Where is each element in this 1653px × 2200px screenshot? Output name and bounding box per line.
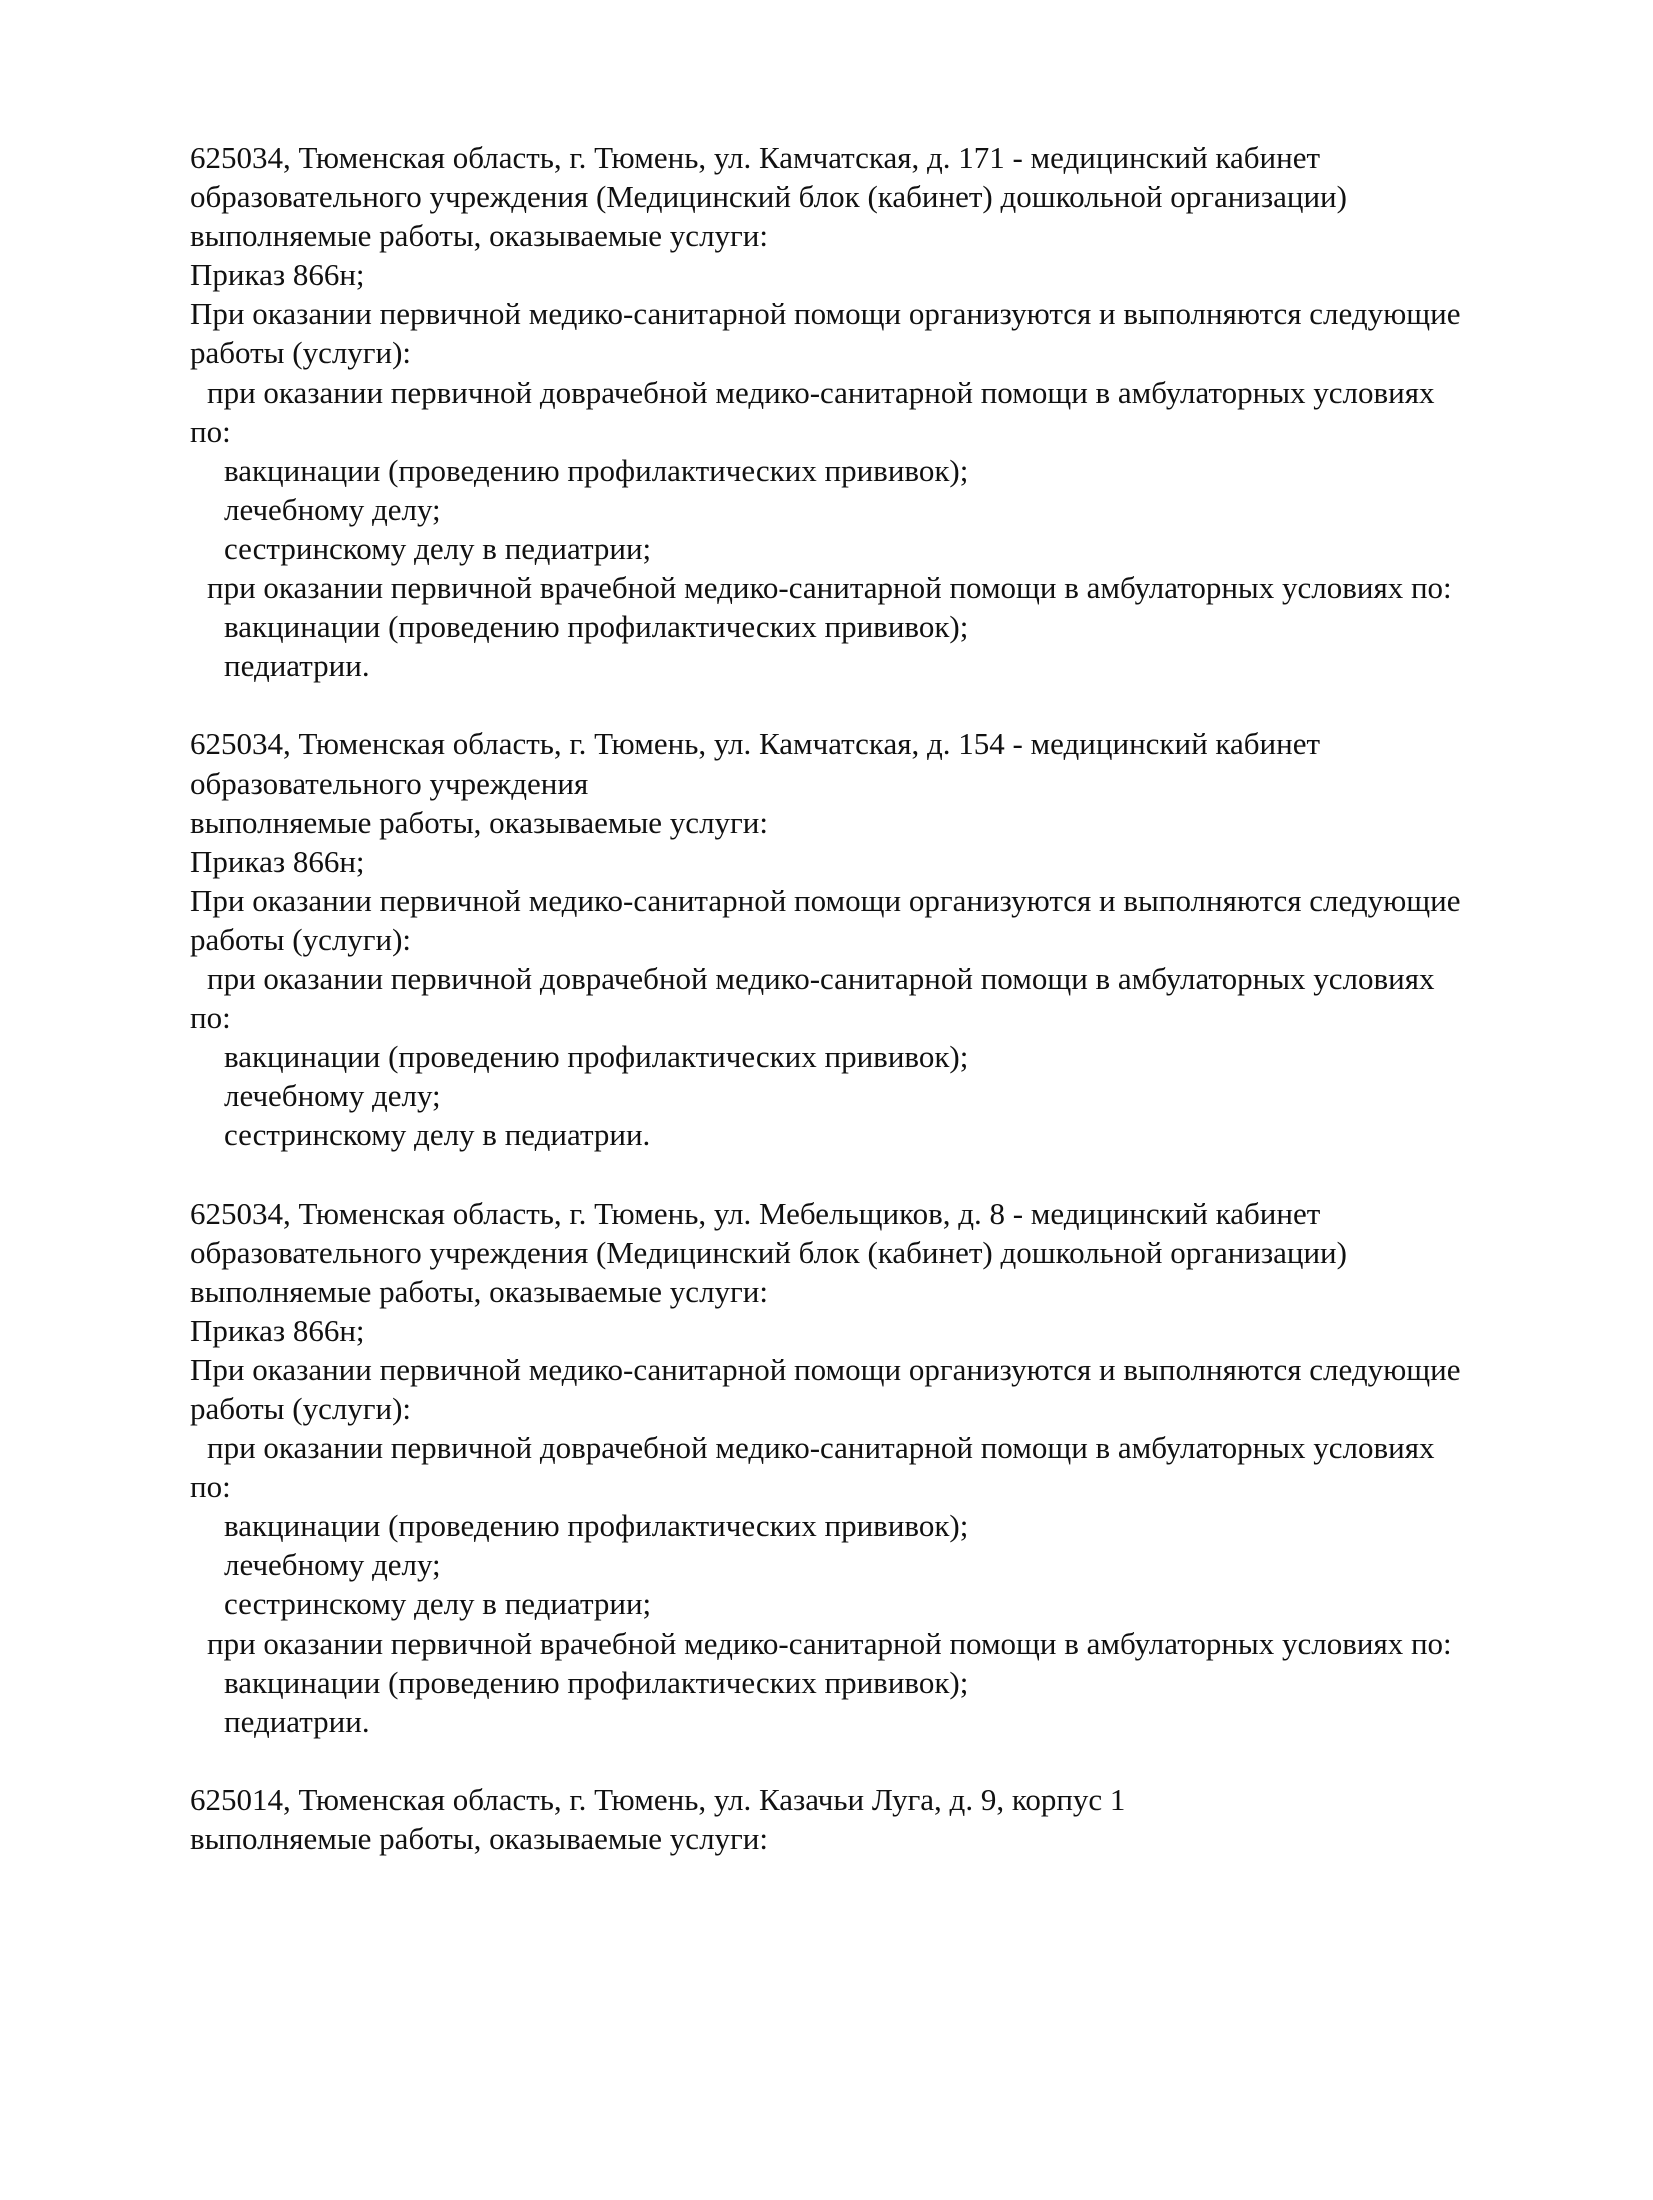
service-item: вакцинации (проведению профилактических прививок);	[224, 1508, 969, 1544]
service-item: сестринскому делу в педиатрии;	[224, 530, 652, 566]
service-item: вакцинации (проведению профилактических прививок);	[224, 1664, 969, 1700]
order-reference: Приказ 866н;	[190, 257, 365, 293]
intro-line: работы (услуги):	[190, 335, 412, 371]
prehospital-heading: при оказании первичной доврачебной медико-санитарной помощи в амбулаторных условиях	[207, 374, 1435, 410]
facility-block-1	[190, 138, 1610, 685]
document-page	[190, 138, 1610, 1858]
facility-block-4	[190, 1780, 1610, 1858]
service-item: лечебному делу;	[224, 491, 441, 527]
service-item: вакцинации (проведению профилактических прививок);	[224, 1039, 969, 1075]
service-item: вакцинации (проведению профилактических прививок);	[224, 609, 969, 645]
service-item: педиатрии.	[224, 648, 370, 684]
prehospital-heading-cont: по:	[190, 1000, 231, 1036]
address-line: 625034, Тюменская область, г. Тюмень, ул. Мебельщиков, д. 8 - медицинский кабинет	[190, 1195, 1321, 1231]
block-spacer	[190, 685, 1610, 724]
services-heading: выполняемые работы, оказываемые услуги:	[190, 218, 768, 254]
service-item: лечебному делу;	[224, 1078, 441, 1114]
address-line: 625034, Тюменская область, г. Тюмень, ул. Камчатская, д. 171 - медицинский кабинет	[190, 140, 1321, 175]
order-reference: Приказ 866н;	[190, 843, 365, 879]
service-item: педиатрии.	[224, 1703, 370, 1739]
block-spacer	[190, 1154, 1610, 1193]
doctor-heading: при оказании первичной врачебной медико-санитарной помощи в амбулаторных условиях по:	[207, 1625, 1452, 1661]
address-line: образовательного учреждения (Медицинский блок (кабинет) дошкольной организации)	[190, 1234, 1347, 1270]
intro-line: работы (услуги):	[190, 1391, 412, 1426]
service-item: сестринскому делу в педиатрии.	[224, 1117, 651, 1153]
prehospital-heading-cont: по:	[190, 1469, 231, 1505]
order-reference: Приказ 866н;	[190, 1312, 365, 1348]
intro-line: При оказании первичной медико-санитарной помощи организуются и выполняются следующие	[190, 296, 1461, 332]
intro-line: При оказании первичной медико-санитарной помощи организуются и выполняются следующие	[190, 882, 1461, 918]
intro-line: работы (услуги):	[190, 921, 412, 957]
facility-block-2	[190, 724, 1610, 1154]
services-heading: выполняемые работы, оказываемые услуги:	[190, 1273, 768, 1309]
prehospital-heading: при оказании первичной доврачебной медико-санитарной помощи в амбулаторных условиях	[207, 960, 1435, 996]
prehospital-heading: при оказании первичной доврачебной медико-санитарной помощи в амбулаторных условиях	[207, 1430, 1435, 1466]
facility-block-3	[190, 1194, 1610, 1741]
service-item: вакцинации (проведению профилактических прививок);	[224, 452, 969, 488]
block-spacer	[190, 1741, 1610, 1780]
services-heading: выполняемые работы, оказываемые услуги:	[190, 804, 768, 840]
intro-line: При оказании первичной медико-санитарной помощи организуются и выполняются следующие	[190, 1351, 1461, 1387]
service-item: лечебному делу;	[224, 1547, 441, 1583]
address-line: 625034, Тюменская область, г. Тюмень, ул. Камчатская, д. 154 - медицинский кабинет	[190, 726, 1321, 762]
prehospital-heading-cont: по:	[190, 413, 231, 449]
address-line: образовательного учреждения (Медицинский блок (кабинет) дошкольной организации)	[190, 179, 1347, 215]
address-line: образовательного учреждения	[190, 765, 589, 801]
doctor-heading: при оказании первичной врачебной медико-санитарной помощи в амбулаторных условиях по:	[207, 570, 1452, 606]
services-heading: выполняемые работы, оказываемые услуги:	[190, 1821, 768, 1857]
service-item: сестринскому делу в педиатрии;	[224, 1586, 652, 1622]
address-line: 625014, Тюменская область, г. Тюмень, ул. Казачьи Луга, д. 9, корпус 1	[190, 1781, 1126, 1817]
